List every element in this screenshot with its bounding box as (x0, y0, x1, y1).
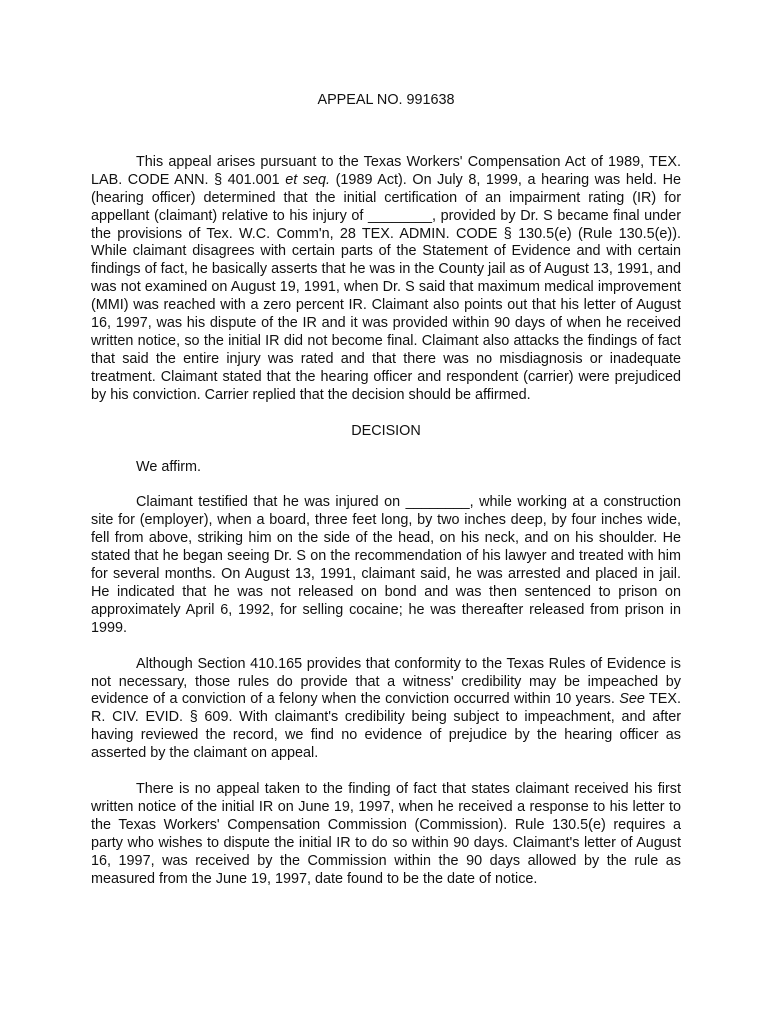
section-heading-decision: DECISION (351, 422, 421, 439)
see-signal: See (619, 691, 645, 708)
paragraph-intro-part-2: (1989 Act). On July 8, 1999, a hearing was held. He (hearing officer) determined that the initial certification of an impairment rating (IR) for appellant (claimant) relative to his injury of ________, provided by Dr. S became final under the provisions of Tex. W.C. Comm'n, 28 TEX. ADMIN. CODE § 130.5(e) (Rule 130.5(e)). While claimant disagrees with certain parts of the Statement of Evidence and with certain findings of fact, he basically asserts that he was in the County jail as of August 13, 1991, and was not examined on August 19, 1991, when Dr. S said that maximum medical improvement (MMI) was reached with a zero percent IR. Claimant also points out that his letter of August 16, 1997, was his dispute of the IR and it was provided within 90 days of when he received written notice, so the initial IR did not become final. Claimant also attacks the findings of fact that said the entire injury was rated and that there was no misdiagnosis or inadequate treatment. Claimant stated that the hearing officer and respondent (carrier) were prejudiced by his conviction. Carrier replied that the decision should be affirmed. (91, 171, 681, 403)
document-title: APPEAL NO. 991638 (317, 92, 455, 108)
paragraph-evidence (91, 656, 681, 763)
paragraph-evidence-part-1: Although Section 410.165 provides that conformity to the Texas Rules of Evidence is not necessary, those rules do provide that a witness' credibility may be impeached by evidence of a conviction of a felony when the conviction occurred within 10 years. (91, 655, 681, 708)
paragraph-intro (91, 154, 681, 405)
paragraph-evidence-part-2: TEX. R. CIV. EVID. § 609. With claimant's credibility being subject to impeachment, and after having reviewed the record, we find no evidence of prejudice by the hearing officer as asserted by the claimant on appeal. (91, 691, 681, 762)
et-seq-citation: et seq. (285, 171, 331, 188)
document-body (91, 92, 681, 889)
paragraph-affirm: We affirm. (136, 458, 202, 475)
paragraph-testimony: Claimant testified that he was injured on ________, while working at a construction site for (employer), when a board, three feet long, by two inches deep, by four inches wide, fell from above, striking him on the side of the head, on his neck, and on his shoulder. He stated that he began seeing Dr. S on the recommendation of his lawyer and treated with him for several months. On August 13, 1991, claimant said, he was arrested and placed in jail. He indicated that he was not released on bond and was then sentenced to prison on approximately April 6, 1992, for selling cocaine; he was thereafter released from prison in 1999. (91, 494, 681, 636)
paragraph-notice: There is no appeal taken to the finding of fact that states claimant received his first written notice of the initial IR on June 19, 1997, when he received a response to his letter to the Texas Workers' Compensation Commission (Commission). Rule 130.5(e) requires a party who wishes to dispute the initial IR to do so within 90 days. Claimant's letter of August 16, 1997, was received by the Commission within the 90 days allowed by the rule as measured from the June 19, 1997, date found to be the date of notice. (91, 781, 681, 887)
paragraph-intro-part-1: This appeal arises pursuant to the Texas Workers' Compensation Act of 1989, TEX. LAB. CODE ANN. § 401.001 (91, 153, 681, 188)
